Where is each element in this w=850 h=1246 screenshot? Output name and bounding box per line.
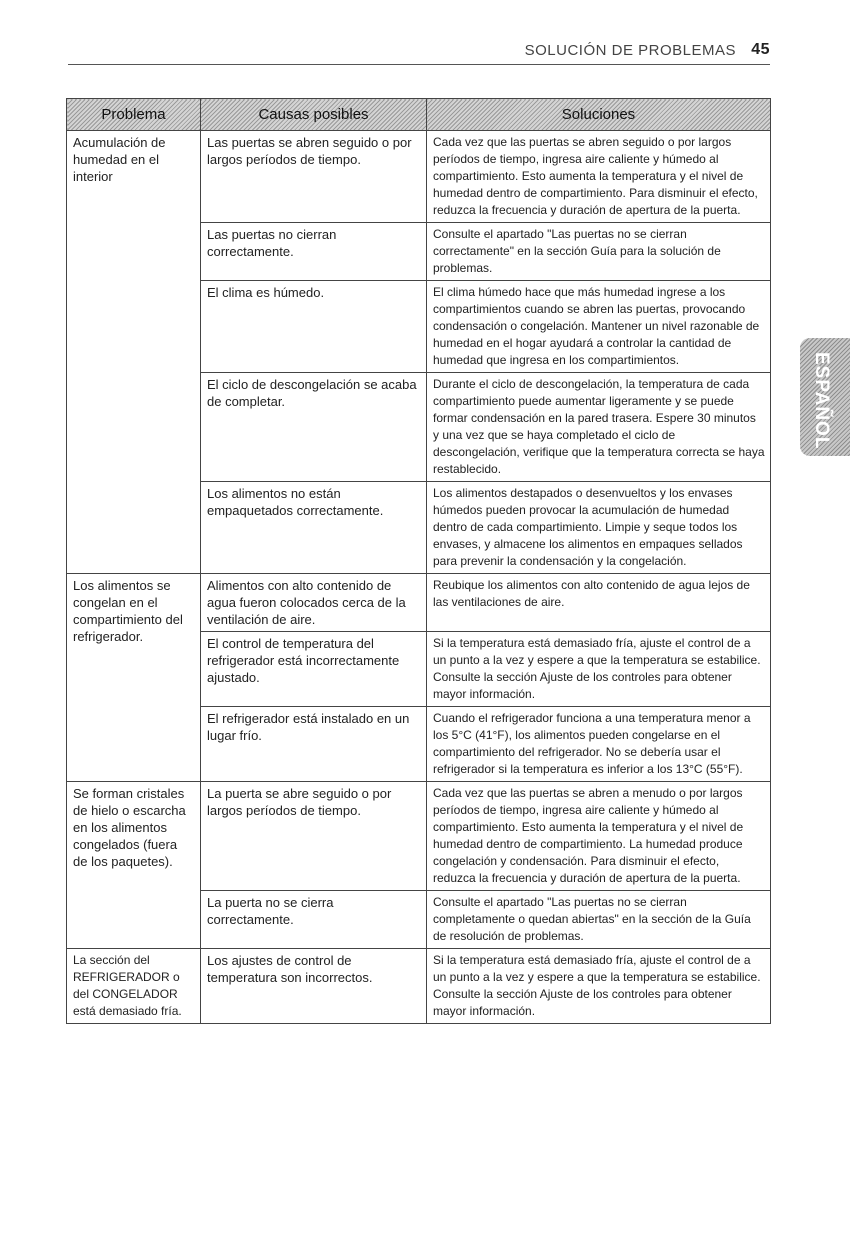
cause-cell: Las puertas se abren seguido o por largos períodos de tiempo. <box>201 131 427 223</box>
section-title: SOLUCIÓN DE PROBLEMAS <box>524 42 736 59</box>
cause-cell: El ciclo de descongelación se acaba de completar. <box>201 373 427 482</box>
table-header-row <box>67 99 771 131</box>
solution-cell: Si la temperatura está demasiado fría, ajuste el control de a un punto a la vez y espere a que la temperatura se estabilice. Consulte la sección Ajuste de los controles para obtener mayor información. <box>427 949 771 1024</box>
language-tab <box>800 338 850 456</box>
cause-cell: Las puertas no cierran correctamente. <box>201 223 427 281</box>
solution-cell: Si la temperatura está demasiado fría, ajuste el control de a un punto a la vez y espere a que la temperatura se estabilice. Consulte la sección Ajuste de los controles para obtener mayor información. <box>427 632 771 707</box>
solution-cell: Consulte el apartado "Las puertas no se cierran completamente o quedan abiertas" en la sección de la Guía de resolución de problemas. <box>427 891 771 949</box>
problem-cell: La sección del REFRIGERADOR o del CONGELADOR está demasiado fría. <box>67 949 201 1024</box>
cause-cell: Los alimentos no están empaquetados correctamente. <box>201 482 427 574</box>
cause-cell: La puerta no se cierra correctamente. <box>201 891 427 949</box>
page-number: 45 <box>751 41 770 58</box>
header-causes: Causas posibles <box>201 99 427 131</box>
solution-cell: Cada vez que las puertas se abren seguido o por largos períodos de tiempo, ingresa aire caliente y húmedo al compartimiento. Esto aumenta la temperatura y el nivel de humedad dentro de compartimiento. Para disminuir el efecto, reduzca la frecuencia y duración de apertura de la puerta. <box>427 131 771 223</box>
problem-cell: Se forman cristales de hielo o escarcha en los alimentos congelados (fuera de los paquetes). <box>67 782 201 949</box>
language-tab-label: ESPAÑOL <box>811 352 832 450</box>
cause-cell: El control de temperatura del refrigerador está incorrectamente ajustado. <box>201 632 427 707</box>
solution-cell: Cada vez que las puertas se abren a menudo o por largos períodos de tiempo, ingresa aire caliente y húmedo al compartimiento. Esto aumenta la temperatura y el nivel de humedad dentro de compartimiento. La humedad produce congelación y condensación. Para disminuir el efecto, reduzca la frecuencia y duración de apertura de la puerta. <box>427 782 771 891</box>
table-row <box>67 782 771 891</box>
solution-cell: El clima húmedo hace que más humedad ingrese a los compartimientos cuando se abren las puertas, provocando condensación o congelación. Mantener un nivel razonable de humedad en el hogar ayudará a controlar la cantidad de humedad que ingresa en los compartimientos. <box>427 281 771 373</box>
table-row <box>67 131 771 223</box>
solution-cell: Reubique los alimentos con alto contenido de agua lejos de las ventilaciones de aire. <box>427 574 771 632</box>
page-header <box>68 38 770 65</box>
solution-cell: Cuando el refrigerador funciona a una temperatura menor a los 5°C (41°F), los alimentos pueden congelarse en el compartimiento del refrigerador. No se debería usar el refrigerador si la temperatura es inferior a los 13°C (55°F). <box>427 707 771 782</box>
solution-cell: Consulte el apartado "Las puertas no se cierran correctamente" en la sección Guía para la solución de problemas. <box>427 223 771 281</box>
cause-cell: La puerta se abre seguido o por largos períodos de tiempo. <box>201 782 427 891</box>
problem-cell: Los alimentos se congelan en el compartimiento del refrigerador. <box>67 574 201 782</box>
troubleshooting-table <box>66 98 771 1024</box>
header-solutions: Soluciones <box>427 99 771 131</box>
solution-cell: Durante el ciclo de descongelación, la temperatura de cada compartimiento puede aumentar ligeramente y se puede formar condensación en la pared trasera. Espere 30 minutos y una vez que se haya completado el ciclo de descongelación, verifique que la temperatura correcta se haya restablecido. <box>427 373 771 482</box>
cause-cell: El clima es húmedo. <box>201 281 427 373</box>
problem-cell: Acumulación de humedad en el interior <box>67 131 201 574</box>
solution-cell: Los alimentos destapados o desenvueltos y los envases húmedos pueden provocar la acumulación de humedad dentro de cada compartimiento. Limpie y seque todos los envases, y almacene los alimentos en empaques sellados para prevenir la condensación y la congelación. <box>427 482 771 574</box>
table-row <box>67 949 771 1024</box>
table-row <box>67 574 771 632</box>
header-problem: Problema <box>67 99 201 131</box>
cause-cell: El refrigerador está instalado en un lugar frío. <box>201 707 427 782</box>
cause-cell: Alimentos con alto contenido de agua fueron colocados cerca de la ventilación de aire. <box>201 574 427 632</box>
cause-cell: Los ajustes de control de temperatura son incorrectos. <box>201 949 427 1024</box>
